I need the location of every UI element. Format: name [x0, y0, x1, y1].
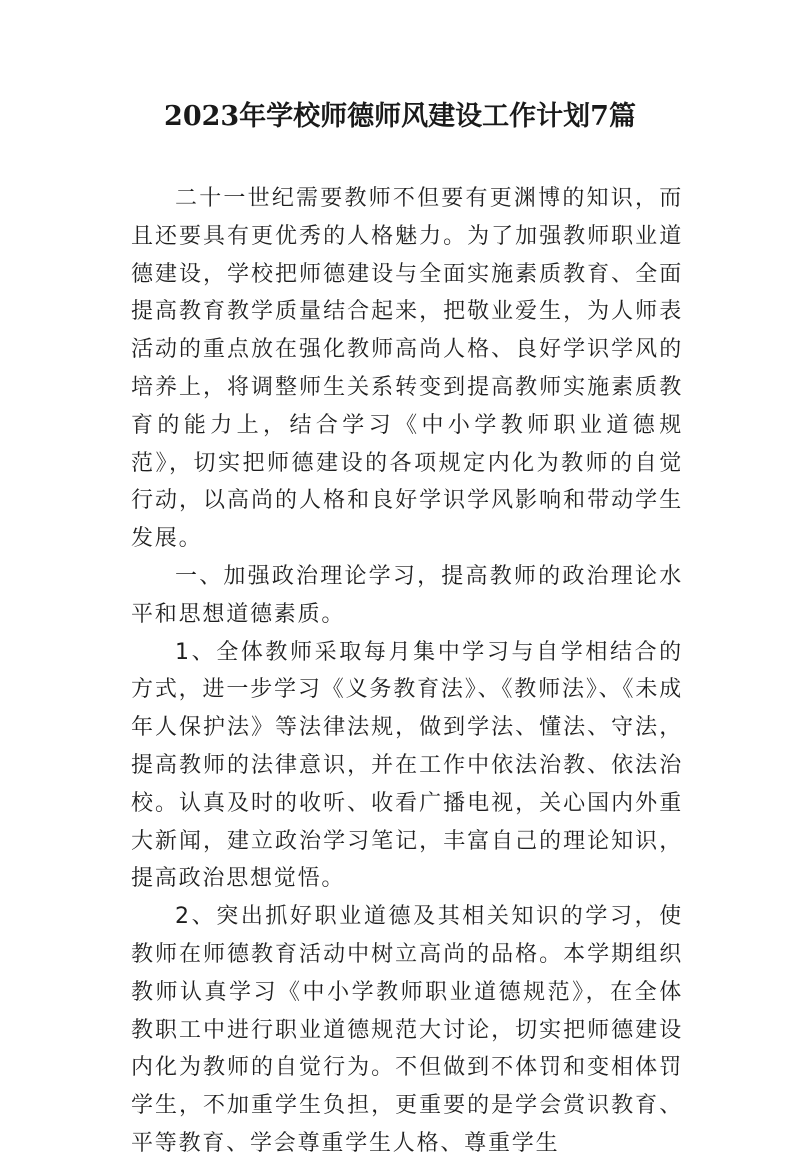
paragraph-intro: 二十一世纪需要教师不但要有更渊博的知识，而且还要具有更优秀的人格魅力。为了加强教师职业道德建设，学校把师德建设与全面实施素质教育、全面提高教育教学质量结合起来，把敬业爱生，为人师表活动的重点放在强化教师高尚人格、良好学识学风的培养上，将调整师生关系转变到提高教师实施素质教育的能力上，结合学习《中小学教师职业道德规范》，切实把师德建设的各项规定内化为教师的自觉行动，以高尚的人格和良好学识学风影响和带动学生发展。 [131, 186, 683, 552]
paragraph-item-2: 2、突出抓好职业道德及其相关知识的学习，使教师在师德教育活动中树立高尚的品格。本学期组织教师认真学习《中小学教师职业道德规范》，在全体教职工中进行职业道德规范大讨论，切实把师德建设内化为教师的自觉行为。不但做到不体罚和变相体罚学生，不加重学生负担，更重要的是学会赏识教育、平等教育、学会尊重学生人格、尊重学生 [131, 904, 683, 1156]
paragraph-section-1-heading: 一、加强政治理论学习，提高教师的政治理论水平和思想道德素质。 [131, 563, 683, 627]
document-body [131, 180, 683, 1163]
document-title: 2023年学校师德师风建设工作计划7篇 [164, 101, 636, 132]
paragraph-item-1: 1、全体教师采取每月集中学习与自学相结合的方式，进一步学习《义务教育法》、《教师法》、《未成年人保护法》等法律法规，做到学法、懂法、守法，提高教师的法律意识，并在工作中依法治教、依法治校。认真及时的收听、收看广播电视，关心国内外重大新闻，建立政治学习笔记，丰富自己的理论知识，提高政治思想觉悟。 [131, 639, 683, 892]
